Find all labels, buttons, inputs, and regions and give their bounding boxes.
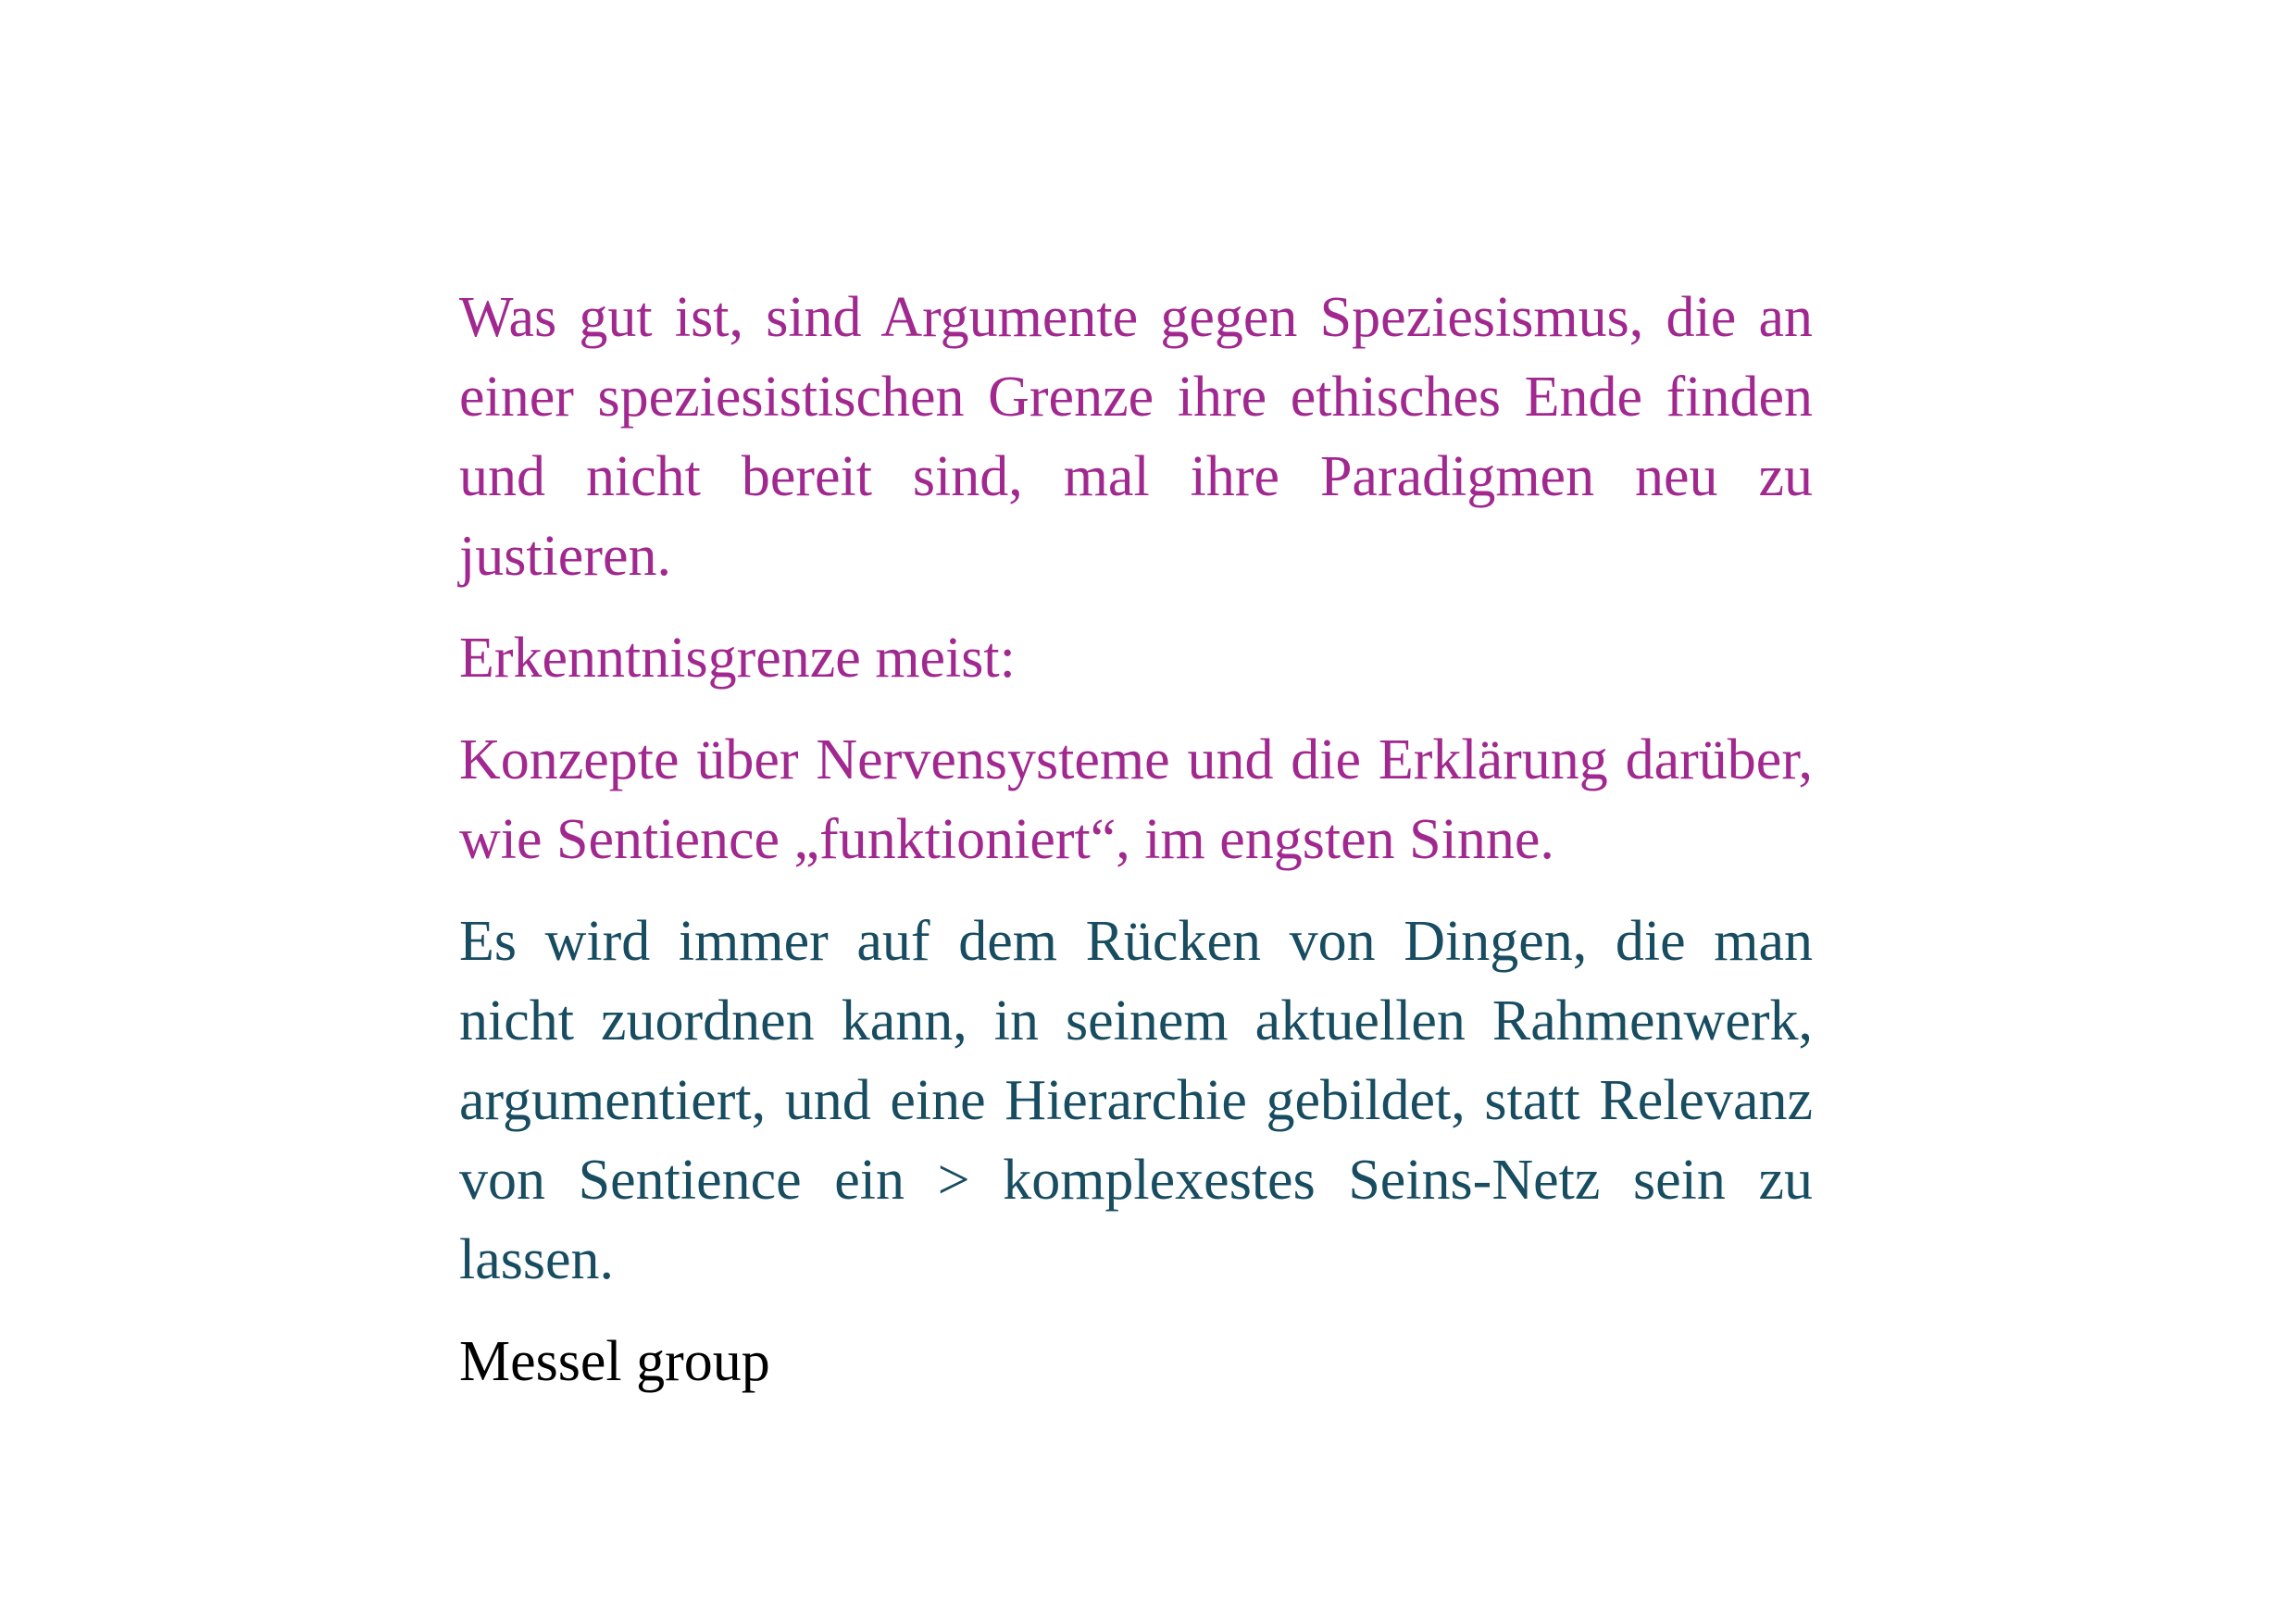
paragraph-hierarchy: Es wird immer auf dem Rücken von Dingen, die man nicht zuordnen kann, in seinem aktuellen Rahmenwerk, argumentiert, und eine Hierarchie gebildet, statt Relevanz von Sentience ein > komplexestes Seins-Netz sein zu lassen.	[459, 910, 1813, 1291]
text-block	[459, 278, 1813, 1424]
paragraph-speciesism-arguments: Was gut ist, sind Argumente gegen Speziesismus, die an einer speziesistischen Grenze ihre ethisches Ende finden und nicht bereit sind, mal ihre Paradigmen neu zu justieren.	[459, 286, 1813, 588]
paragraph-nervous-systems: Konzepte über Nervensysteme und die Erklärung darüber, wie Sentience „funktioniert“, im engsten Sinne.	[459, 728, 1813, 871]
paragraph-knowledge-limit: Erkenntnisgrenze meist:	[459, 627, 1016, 690]
signature-messel-group: Messel group	[459, 1330, 770, 1393]
